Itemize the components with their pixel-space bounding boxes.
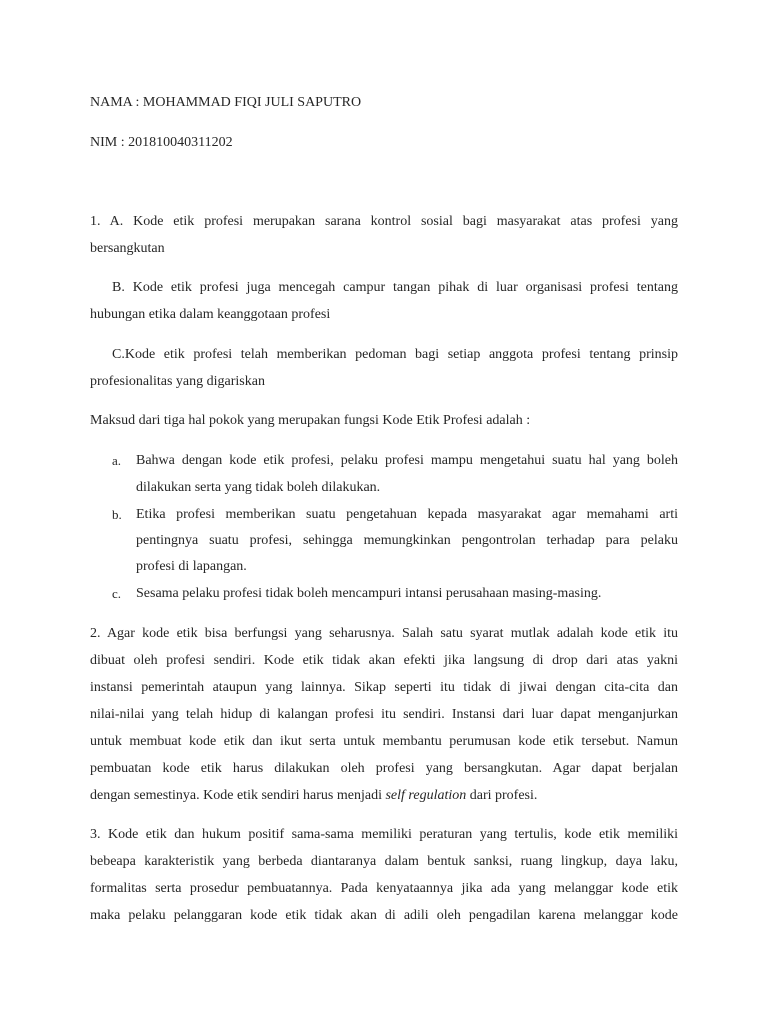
list-item-c-line-1: Sesama pelaku profesi tidak boleh mencampuri intansi perusahaan masing-masing. [136, 586, 602, 601]
list-item-a-line-2: dilakukan serta yang tidak boleh dilakukan. [136, 480, 381, 495]
student-nim: NIM : 201810040311202 [90, 135, 233, 150]
q1-intro: Maksud dari tiga hal pokok yang merupakan fungsi Kode Etik Profesi adalah : [90, 413, 531, 428]
self-regulation-term: self regulation [385, 788, 467, 803]
q3-line-2: bebeapa karakteristik yang berbeda diantaranya dalam bentuk sanksi, ruang lingkup, daya laku, [90, 854, 678, 869]
list-item-b-line-1: Etika profesi memberikan suatu pengetahuan kepada masyarakat agar memahami arti [136, 507, 678, 522]
q1-c-line-1: C.Kode etik profesi telah memberikan pedoman bagi setiap anggota profesi tentang prinsip [112, 347, 678, 362]
q3-line-1: 3. Kode etik dan hukum positif sama-sama memiliki peraturan yang tertulis, kode etik memiliki [90, 827, 678, 842]
q2-line-6: pembuatan kode etik harus dilakukan oleh profesi yang bersangkutan. Agar dapat berjalan [90, 761, 678, 776]
q2-line-5: untuk membuat kode etik dan ikut serta untuk membantu perumusan kode etik tersebut. Namun [90, 734, 678, 749]
q1-a-line-2: bersangkutan [90, 241, 165, 256]
list-item-b-line-2: pentingnya suatu profesi, sehingga memungkinkan pengontrolan terhadap para pelaku [136, 533, 678, 548]
list-item-b-line-3: profesi di lapangan. [136, 559, 247, 574]
q2-last-prefix: dengan semestinya. Kode etik sendiri harus menjadi [90, 788, 386, 803]
q1-c-line-2: profesionalitas yang digariskan [90, 374, 265, 389]
student-name: NAMA : MOHAMMAD FIQI JULI SAPUTRO [90, 95, 362, 110]
q2-last-suffix: dari profesi. [466, 788, 538, 803]
q2-line-7 [90, 782, 678, 809]
q1-b-line-1: B. Kode etik profesi juga mencegah campur tangan pihak di luar organisasi profesi tentang [112, 280, 678, 295]
list-marker-c: c. [112, 586, 122, 601]
q2-line-3: instansi pemerintah ataupun yang lainnya. Sikap seperti itu tidak di jiwai dengan cita-cita dan [90, 680, 678, 695]
q3-line-3: formalitas serta prosedur pembuatannya. Pada kenyataannya jika ada yang melanggar kode etik [90, 881, 678, 896]
q1-a-line-1: 1. A. Kode etik profesi merupakan sarana kontrol sosial bagi masyarakat atas profesi yang [90, 214, 678, 229]
list-marker-b: b. [112, 507, 122, 522]
q2-line-4: nilai-nilai yang telah hidup di kalangan profesi itu sendiri. Instansi dari luar dapat menganjurkan [90, 707, 678, 722]
q3-line-4: maka pelaku pelanggaran kode etik tidak akan di adili oleh pengadilan karena melanggar kode [90, 908, 678, 923]
q2-line-2: dibuat oleh profesi sendiri. Kode etik tidak akan efekti jika langsung di drop dari atas yakni [90, 653, 678, 668]
q2-line-1: 2. Agar kode etik bisa berfungsi yang seharusnya. Salah satu syarat mutlak adalah kode etik itu [90, 626, 678, 641]
q1-b-line-2: hubungan etika dalam keanggotaan profesi [90, 307, 331, 322]
list-item-a-line-1: Bahwa dengan kode etik profesi, pelaku profesi mampu mengetahui suatu hal yang boleh [136, 453, 678, 468]
list-marker-a: a. [112, 453, 122, 468]
